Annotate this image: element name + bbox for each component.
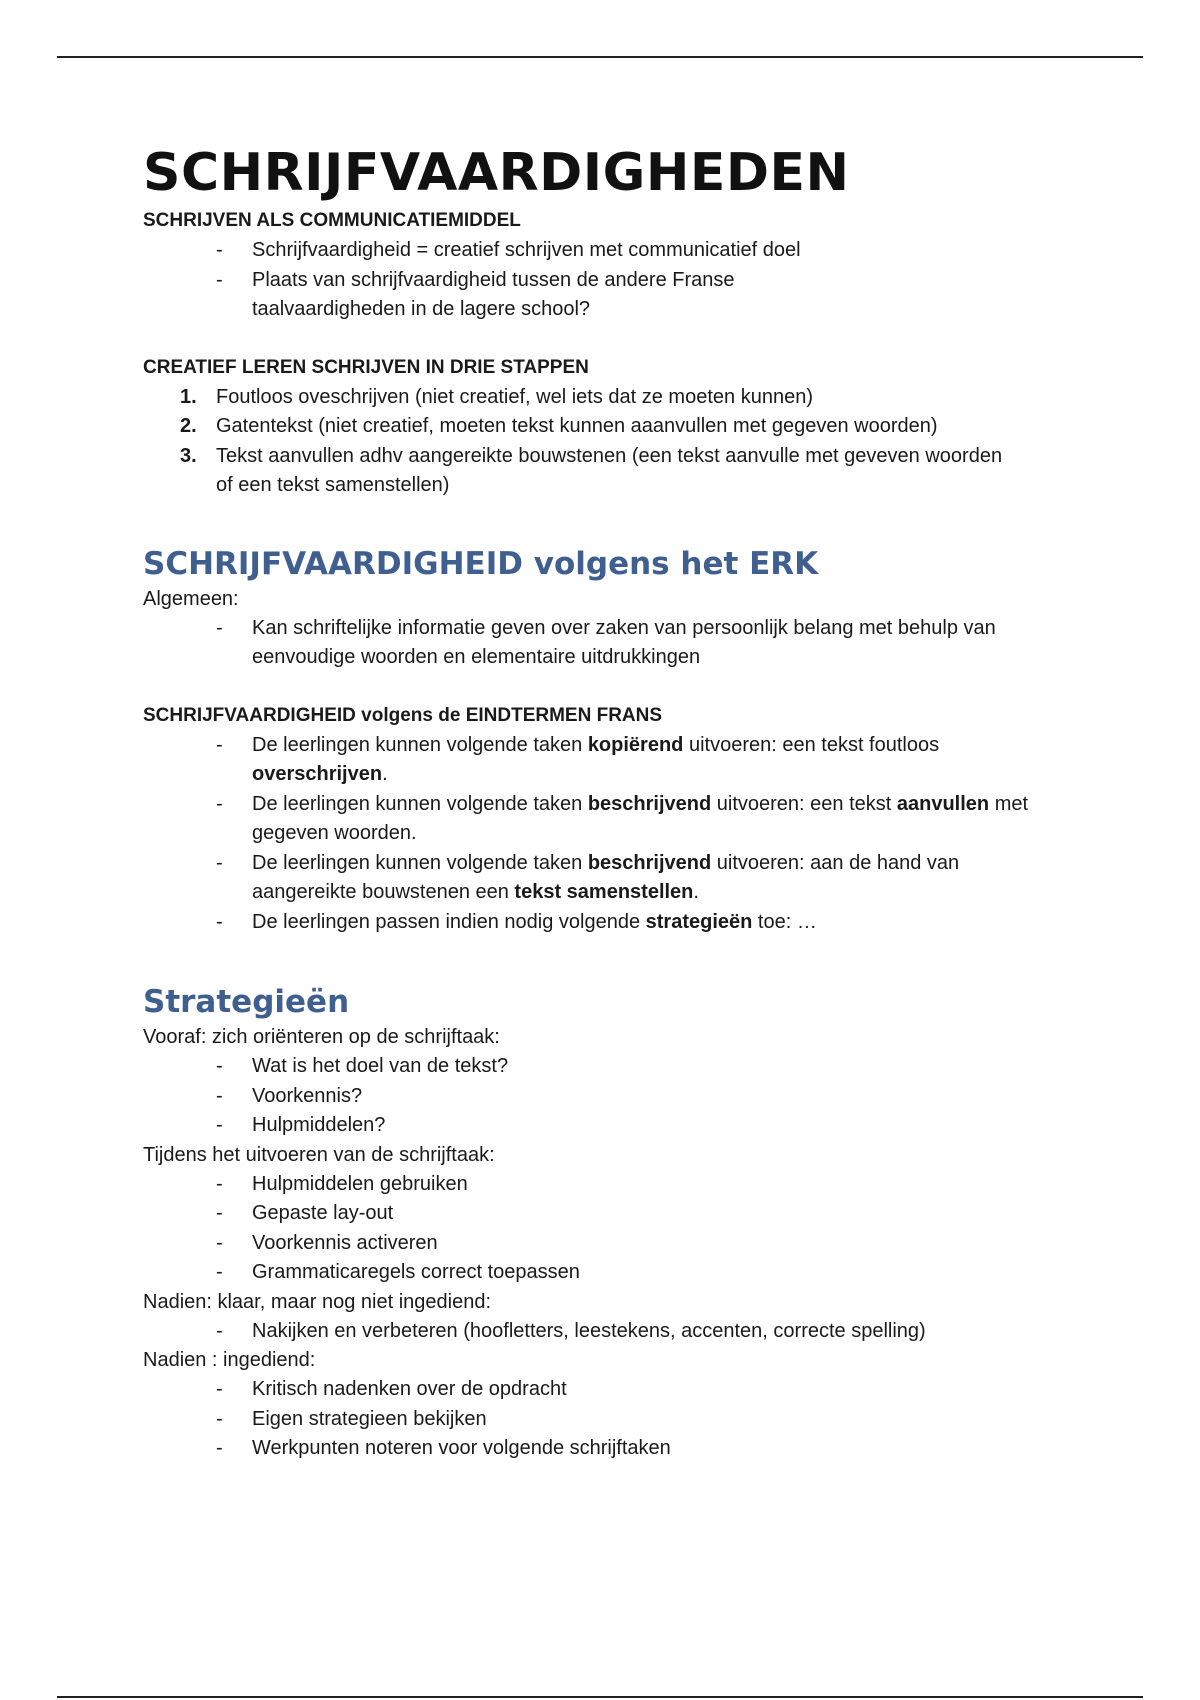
bottom-rule bbox=[57, 1696, 1143, 1698]
section-heading-erk: SCHRIJFVAARDIGHEID volgens het ERK bbox=[143, 545, 819, 582]
top-rule bbox=[57, 56, 1143, 58]
bullet-dash: - bbox=[216, 851, 223, 874]
numbered-item: 1. Foutloos oveschrijven (niet creatief, wel iets dat ze moeten kunnen) bbox=[180, 385, 813, 408]
list-item: - De leerlingen kunnen volgende taken beschrijvend uitvoeren: een tekst aanvullen met gegeven woorden. bbox=[143, 790, 1083, 849]
list-item: - Nakijken en verbeteren (hoofletters, leestekens, accenten, correcte spelling) bbox=[216, 1319, 926, 1342]
list-item: - Hulpmiddelen gebruiken bbox=[216, 1172, 468, 1195]
group-label-nadien-ingediend: Nadien : ingediend: bbox=[143, 1349, 316, 1371]
section-heading-drie-stappen: CREATIEF LEREN SCHRIJVEN IN DRIE STAPPEN bbox=[143, 356, 589, 378]
section-heading-strategieen: Strategieën bbox=[143, 984, 350, 1020]
drie-stappen-list bbox=[143, 383, 1083, 501]
nadien-klaar-list bbox=[143, 1317, 1083, 1347]
section-heading-eindtermen: SCHRIJFVAARDIGHEID volgens de EINDTERMEN FRANS bbox=[143, 704, 663, 726]
list-item: - De leerlingen kunnen volgende taken beschrijvend uitvoeren: aan de hand van aangereikte bouwstenen een tekst samenstellen. bbox=[143, 849, 1083, 908]
list-item: - Grammaticaregels correct toepassen bbox=[216, 1261, 580, 1283]
group-label-vooraf: Vooraf: zich oriënteren op de schrijftaak: bbox=[143, 1026, 500, 1048]
erk-list bbox=[143, 614, 1083, 673]
list-item: - Plaats van schrijfvaardigheid tussen de andere Franse taalvaardigheden in de lagere school? bbox=[143, 266, 1083, 325]
page-title: SCHRIJFVAARDIGHEDEN bbox=[143, 143, 850, 203]
list-item: - De leerlingen kunnen volgende taken kopiërend uitvoeren: een tekst foutloos overschrijven. bbox=[143, 731, 1083, 790]
list-item: - De leerlingen passen indien nodig volgende strategieën toe: … bbox=[143, 908, 1083, 938]
bullet-dash: - bbox=[216, 792, 223, 815]
tijdens-list bbox=[143, 1170, 1083, 1288]
list-item: - Wat is het doel van de tekst? bbox=[216, 1055, 509, 1077]
list-item: - Hulpmiddelen? bbox=[216, 1114, 386, 1136]
list-item: - Gepaste lay-out bbox=[216, 1202, 394, 1224]
nadien-ingediend-list bbox=[143, 1375, 1083, 1464]
numbered-item: 2. Gatentekst (niet creatief, moeten tekst kunnen aaanvullen met gegeven woorden) bbox=[180, 415, 938, 437]
section-heading-communicatiemiddel: SCHRIJVEN ALS COMMUNICATIEMIDDEL bbox=[143, 210, 521, 231]
numbered-item: 3. Tekst aanvullen adhv aangereikte bouwstenen (een tekst aanvulle met geveven woorden of een tekst samenstellen) bbox=[180, 444, 1003, 496]
group-label-tijdens: Tijdens het uitvoeren van de schrijftaak: bbox=[143, 1143, 495, 1166]
bullet-dash: - bbox=[216, 733, 223, 756]
document-body bbox=[143, 140, 1083, 1464]
intro-algemeen: Algemeen: bbox=[143, 587, 239, 610]
list-item: - Eigen strategieen bekijken bbox=[216, 1407, 487, 1430]
list-item: - Schrijfvaardigheid = creatief schrijven met communicatief doel bbox=[143, 236, 1083, 266]
bullet-dash: - bbox=[216, 239, 223, 261]
vooraf-list bbox=[143, 1052, 1083, 1141]
list-item: - Voorkennis? bbox=[216, 1084, 363, 1107]
list-item: - Kan schriftelijke informatie geven over zaken van persoonlijk belang met behulp van eenvoudige woorden en elementaire uitdrukkingen bbox=[143, 614, 1083, 673]
list-item: - Kritisch nadenken over de opdracht bbox=[216, 1378, 567, 1400]
bullet-dash: - bbox=[216, 910, 223, 933]
list-item: - Werkpunten noteren voor volgende schrijftaken bbox=[216, 1437, 671, 1459]
list-item: - Voorkennis activeren bbox=[216, 1231, 438, 1254]
bullet-dash: - bbox=[216, 616, 223, 639]
eindtermen-list bbox=[143, 731, 1083, 938]
bullet-dash: - bbox=[216, 268, 223, 291]
communicatiemiddel-list bbox=[143, 236, 1083, 325]
group-label-nadien-klaar: Nadien: klaar, maar nog niet ingediend: bbox=[143, 1290, 492, 1313]
